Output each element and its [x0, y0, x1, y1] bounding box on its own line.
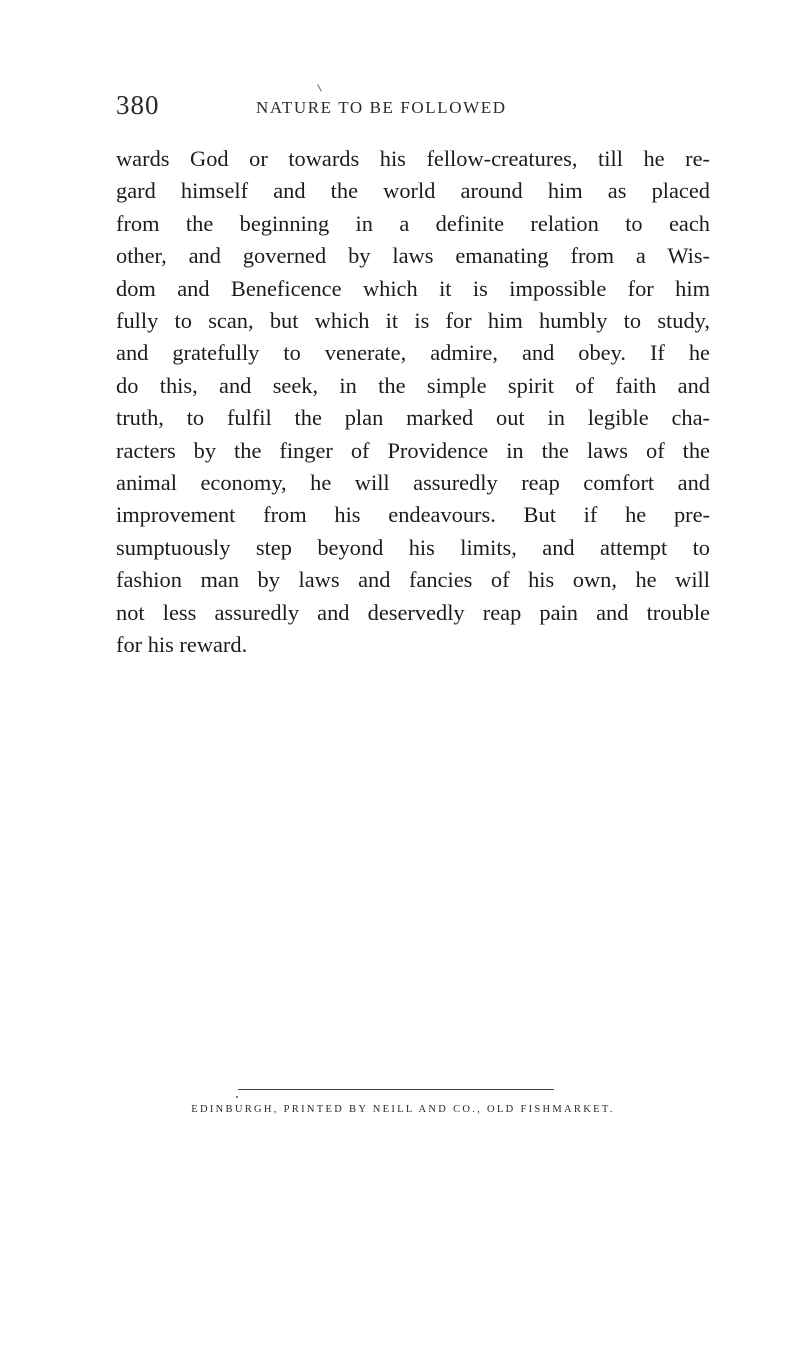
text-line: animal economy, he will assuredly reap comfort and: [116, 470, 710, 496]
text-line: do this, and seek, in the simple spirit of faith and: [116, 372, 710, 398]
text-line: for his reward.: [116, 632, 248, 658]
text-line: fully to scan, but which it is for him humbly to study,: [116, 308, 710, 334]
ink-speck: [236, 1096, 238, 1098]
text-line: other, and governed by laws emanating from a Wis-: [116, 243, 710, 269]
text-line: gard himself and the world around him as placed: [116, 178, 710, 204]
text-line: improvement from his endeavours. But if he pre-: [116, 502, 710, 528]
text-line: wards God or towards his fellow-creatures, till he re-: [116, 146, 710, 171]
text-line: from the beginning in a definite relation to each: [116, 210, 710, 236]
printer-imprint: EDINBURGH, PRINTED BY NEILL AND CO., OLD FISHMARKET.: [191, 1104, 615, 1115]
text-line: fashion man by laws and fancies of his own, he will: [116, 567, 710, 593]
text-line: not less assuredly and deservedly reap pain and trouble: [116, 599, 710, 625]
footer-divider: [238, 1089, 554, 1090]
running-head: NATURE TO BE FOLLOWED: [256, 98, 507, 117]
ink-mark: [317, 84, 322, 91]
page-header: [116, 90, 716, 130]
text-line: dom and Beneficence which it is impossible for him: [116, 275, 710, 301]
text-line: sumptuously step beyond his limits, and attempt to: [116, 534, 710, 560]
body-paragraph: [116, 143, 710, 662]
text-line: and gratefully to venerate, admire, and obey. If he: [116, 340, 710, 366]
text-line: racters by the finger of Providence in the laws of the: [116, 437, 710, 463]
text-line: truth, to fulfil the plan marked out in legible cha-: [116, 405, 710, 431]
page-number: 380: [116, 90, 160, 120]
